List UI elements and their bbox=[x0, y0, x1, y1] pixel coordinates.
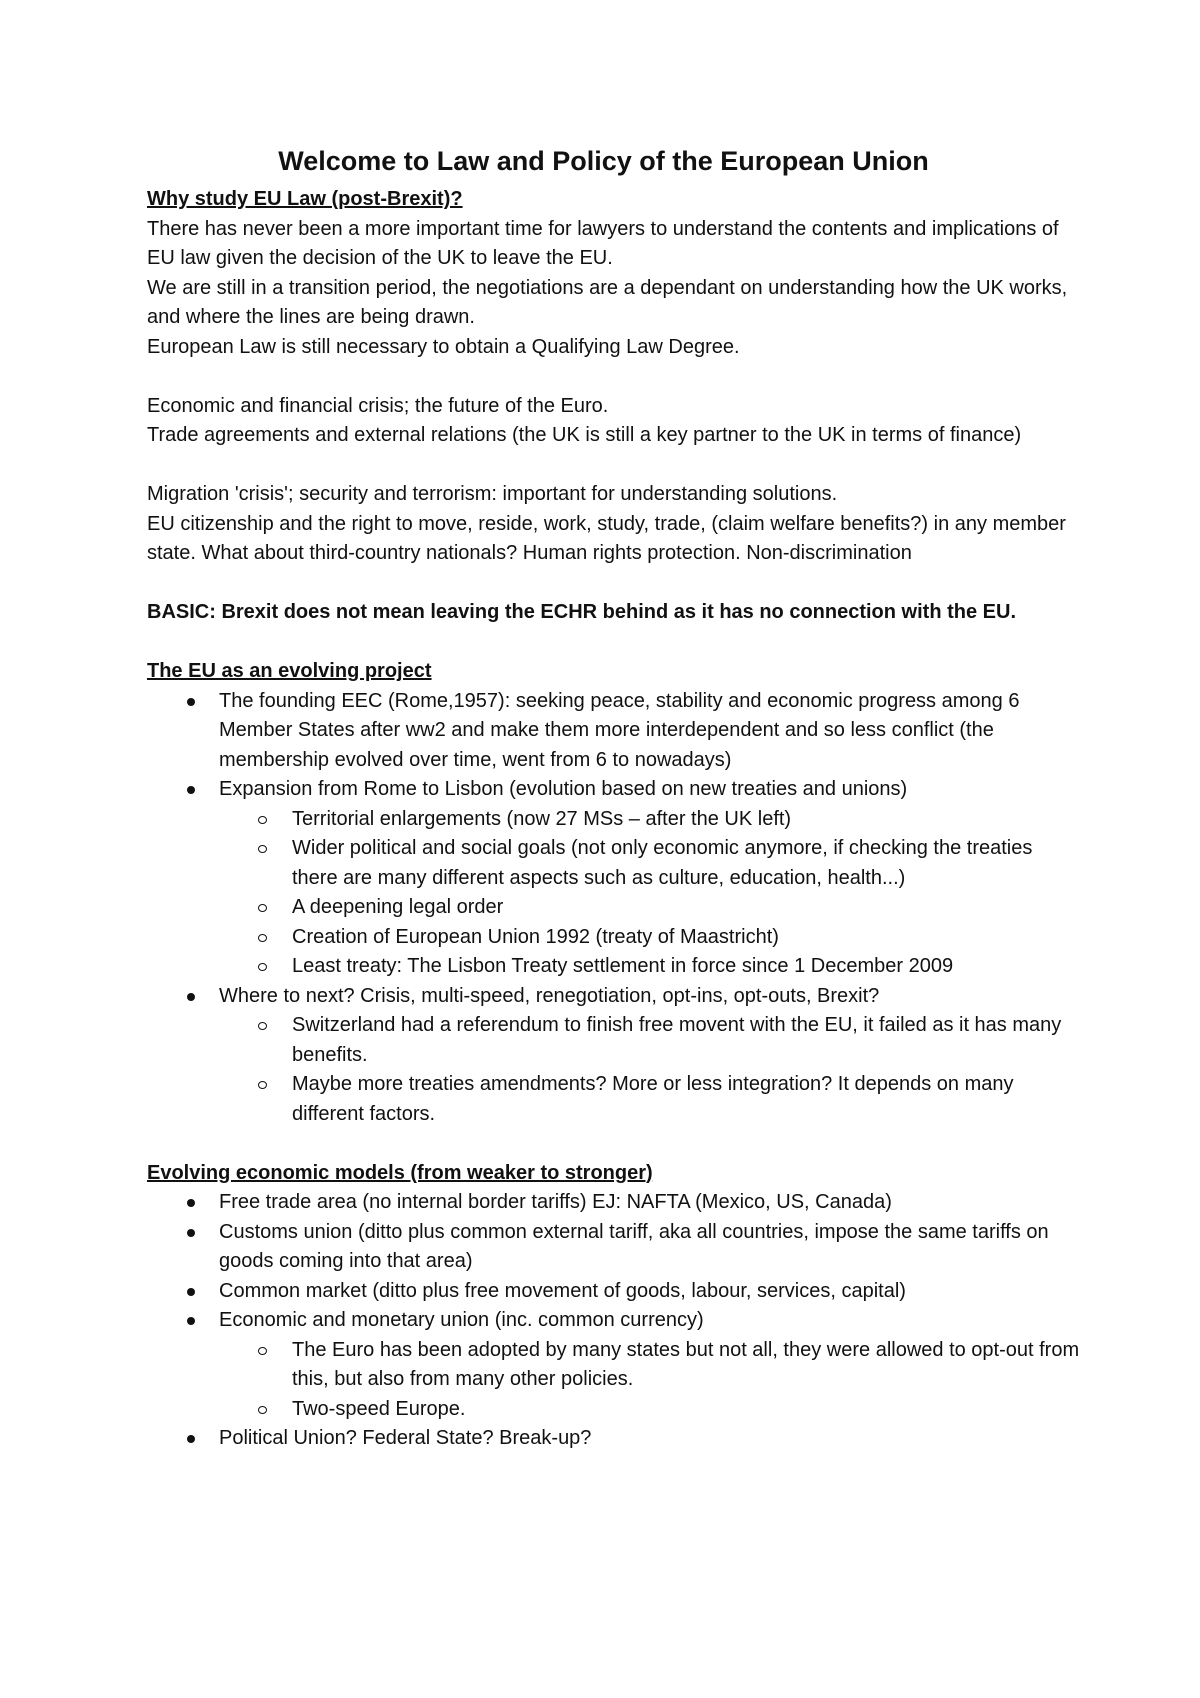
sub-list-item: Wider political and social goals (not only economic anymore, if checking the treaties there are many different aspects such as culture, education, health...) bbox=[292, 834, 1080, 893]
list-item: Economic and monetary union (inc. common currency) The Euro has been adopted by many states but not all, they were allowed to opt-out from this, but also from many other policies. Two-speed Europe. bbox=[219, 1306, 1080, 1424]
bullet-list bbox=[147, 1188, 1080, 1454]
paragraph: European Law is still necessary to obtain a Qualifying Law Degree. bbox=[147, 335, 740, 358]
spacer bbox=[147, 628, 1080, 658]
sub-list-item: Least treaty: The Lisbon Treaty settlement in force since 1 December 2009 bbox=[292, 952, 1080, 982]
paragraph: There has never been a more important time for lawyers to understand the contents and implications of EU law given the decision of the UK to leave the EU. bbox=[147, 217, 1059, 269]
bullet-icon bbox=[187, 1317, 195, 1325]
spacer bbox=[147, 451, 1080, 481]
bullet-icon bbox=[187, 993, 195, 1001]
circle-bullet-icon bbox=[258, 1081, 267, 1089]
list-item: Common market (ditto plus free movement of goods, labour, services, capital) bbox=[219, 1277, 1080, 1307]
sub-list-item: The Euro has been adopted by many states but not all, they were allowed to opt-out from this, but also from many other policies. bbox=[292, 1336, 1080, 1395]
list-item: Where to next? Crisis, multi-speed, renegotiation, opt-ins, opt-outs, Brexit? Switzerland had a referendum to finish free movent with the EU, it failed as it has many benefits. Maybe more treaties amendments? More or less integration? It depends on many different factors. bbox=[219, 982, 1080, 1130]
list-item: Free trade area (no internal border tariffs) EJ: NAFTA (Mexico, US, Canada) bbox=[219, 1188, 1080, 1218]
sub-bullet-list bbox=[219, 1011, 1080, 1129]
list-item: Political Union? Federal State? Break-up? bbox=[219, 1424, 1080, 1454]
list-item: Customs union (ditto plus common external tariff, aka all countries, impose the same tariffs on goods coming into that area) bbox=[219, 1218, 1080, 1277]
paragraph: Trade agreements and external relations (the UK is still a key partner to the UK in terms of finance) bbox=[147, 424, 1022, 446]
circle-bullet-icon bbox=[258, 1347, 267, 1355]
circle-bullet-icon bbox=[258, 934, 267, 942]
bullet-list bbox=[147, 687, 1080, 1130]
spacer bbox=[147, 362, 1080, 392]
basic-note: BASIC: Brexit does not mean leaving the ECHR behind as it has no connection with the EU. bbox=[147, 601, 1016, 623]
circle-bullet-icon bbox=[258, 845, 267, 853]
section-heading-evolving-project: The EU as an evolving project bbox=[147, 660, 432, 682]
circle-bullet-icon bbox=[258, 963, 267, 971]
bullet-icon bbox=[187, 786, 195, 794]
paragraph: Economic and financial crisis; the future of the Euro. bbox=[147, 394, 609, 417]
bullet-icon bbox=[187, 1199, 195, 1207]
paragraph: EU citizenship and the right to move, reside, work, study, trade, (claim welfare benefits?) in any member state. What about third-country nationals? Human rights protection. Non-discrimination bbox=[147, 512, 1066, 564]
bullet-icon bbox=[187, 698, 195, 706]
section-heading-economic-models: Evolving economic models (from weaker to stronger) bbox=[147, 1161, 653, 1184]
sub-list-item: Territorial enlargements (now 27 MSs – after the UK left) bbox=[292, 805, 1080, 835]
circle-bullet-icon bbox=[258, 1406, 267, 1414]
bullet-icon bbox=[187, 1435, 195, 1443]
spacer bbox=[147, 569, 1080, 599]
bullet-icon bbox=[187, 1288, 195, 1296]
spacer bbox=[147, 1129, 1080, 1159]
sub-list-item: A deepening legal order bbox=[292, 893, 1080, 923]
sub-list-item: Maybe more treaties amendments? More or less integration? It depends on many different factors. bbox=[292, 1070, 1080, 1129]
paragraph: Migration 'crisis'; security and terrorism: important for understanding solutions. bbox=[147, 483, 838, 505]
sub-list-item: Creation of European Union 1992 (treaty of Maastricht) bbox=[292, 923, 1080, 953]
list-item: The founding EEC (Rome,1957): seeking peace, stability and economic progress among 6 Member States after ww2 and make them more interdependent and so less conflict (the membership evolved over time, went from 6 to nowadays) bbox=[219, 687, 1080, 776]
sub-list-item: Two-speed Europe. bbox=[292, 1395, 1080, 1425]
section-heading-why: Why study EU Law (post-Brexit)? bbox=[147, 188, 463, 210]
list-item: Expansion from Rome to Lisbon (evolution based on new treaties and unions) Territorial enlargements (now 27 MSs – after the UK left) Wider political and social goals (not only economic anymore, if checking the treaties there are many different aspects such as culture, education, health...) A deepening legal order Creation of European Union 1992 (treaty of Maastricht) Least treaty: The Lisbon Treaty settlement in force since 1 December 2009 bbox=[219, 775, 1080, 982]
circle-bullet-icon bbox=[258, 904, 267, 912]
sub-list-item: Switzerland had a referendum to finish free movent with the EU, it failed as it has many benefits. bbox=[292, 1011, 1080, 1070]
sub-bullet-list bbox=[219, 805, 1080, 982]
circle-bullet-icon bbox=[258, 816, 267, 824]
page-title: Welcome to Law and Policy of the European Union bbox=[278, 146, 929, 176]
sub-bullet-list bbox=[219, 1336, 1080, 1425]
circle-bullet-icon bbox=[258, 1022, 267, 1030]
paragraph: We are still in a transition period, the negotiations are a dependant on understanding how the UK works, and where the lines are being drawn. bbox=[147, 276, 1068, 328]
bullet-icon bbox=[187, 1229, 195, 1237]
